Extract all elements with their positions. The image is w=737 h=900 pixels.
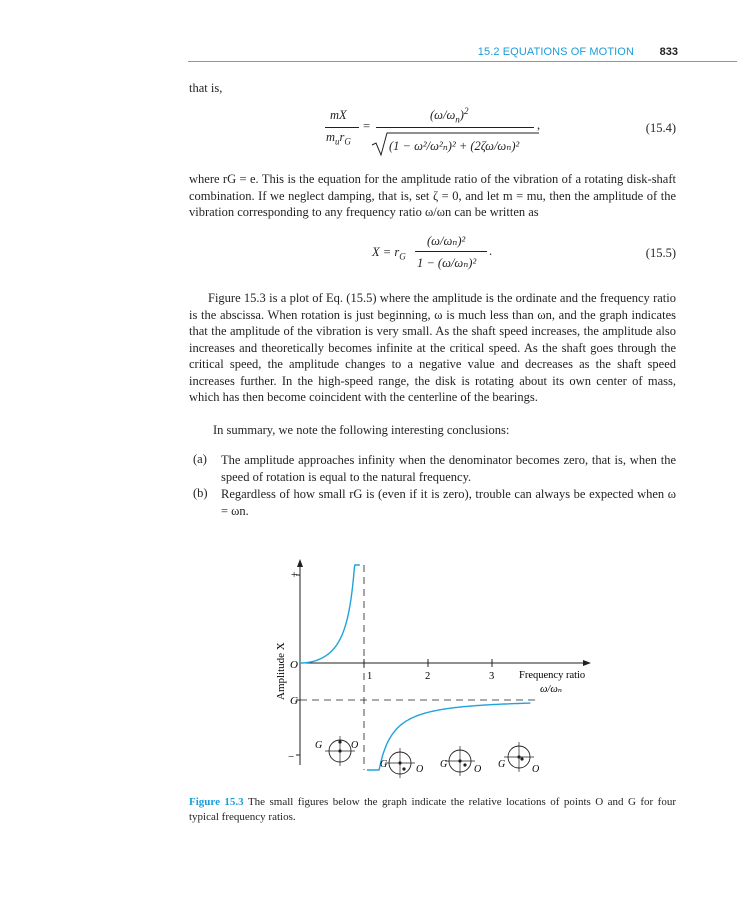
list-item-b-text: Regardless of how small rG is (even if it is zero), trouble can always be expected when ω = ωn. bbox=[221, 487, 676, 518]
minus-label: − bbox=[288, 751, 295, 763]
y-axis-label: Amplitude X bbox=[275, 642, 287, 700]
eq155-numerator: (ω/ωₙ)² bbox=[427, 234, 466, 248]
eq154-lhs-denominator: $m_ur_G$ bbox=[326, 130, 351, 147]
eq154-lhs-numerator: mX bbox=[330, 108, 347, 122]
mini-diagram-4 bbox=[498, 742, 539, 775]
caption-text: The small figures below the graph indicate the relative locations of points O and G for four typical frequency ratios. bbox=[189, 796, 676, 823]
eq155-period: . bbox=[489, 244, 493, 258]
header-rule bbox=[188, 61, 737, 62]
x-tick-label-1: 1 bbox=[367, 671, 373, 682]
eq154-rhs-fraction-bar bbox=[376, 127, 534, 128]
origin-label: O bbox=[290, 659, 298, 671]
plus-label: + bbox=[291, 569, 298, 581]
g-axis-label: G bbox=[290, 695, 298, 707]
list-item-a-text: The amplitude approaches infinity when the denominator becomes zero, that is, when the speed of rotation is equal to the natural frequency. bbox=[221, 453, 676, 484]
x-tick-label-2: 2 bbox=[425, 671, 431, 682]
eq155-denominator: 1 − (ω/ωₙ)² bbox=[417, 256, 477, 270]
svg-text:O: O bbox=[474, 764, 482, 775]
x-axis-unit: ω/ωₙ bbox=[540, 684, 562, 695]
paragraph-1: where rG = e. This is the equation for the amplitude ratio of the vibration of a rotating disk-shaft combination. If we neglect damping, that is, set ζ = 0, and let m = mu, then the amplitude of the vibration corresponding to any frequency ratio ω/ωn can be written as bbox=[189, 172, 676, 219]
mini-diagram-2 bbox=[380, 748, 423, 778]
svg-text:O: O bbox=[416, 764, 424, 775]
x-tick-label-3: 3 bbox=[489, 671, 495, 682]
x-ticks bbox=[364, 659, 494, 682]
eq154-equals: = bbox=[363, 119, 371, 133]
list-item-b-label: (b) bbox=[193, 486, 208, 500]
page-number: 833 bbox=[659, 46, 678, 58]
svg-text:G: G bbox=[315, 740, 323, 751]
eq154-lhs-fraction-bar bbox=[325, 127, 359, 128]
eq154-number: (15.4) bbox=[645, 121, 676, 135]
svg-text:G: G bbox=[440, 759, 448, 770]
caption-label: Figure 15.3 bbox=[189, 796, 244, 808]
eq155-lhs: $X = r_G$ bbox=[372, 245, 406, 262]
svg-text:G: G bbox=[498, 759, 506, 770]
curve-below-critical bbox=[300, 565, 360, 663]
paragraph-2: Figure 15.3 is a plot of Eq. (15.5) where the amplitude is the ordinate and the frequency ratio is the abscissa. When rotation is just beginning, ω is much less than ωn, and the graph indicates that the amplitude of the vibration is very small. As the shaft speed increases, the amplitude also increases and theoretically becomes infinite at the critical speed. As the shaft goes through the critical speed, the amplitude changes to a negative value and decreases as the shaft speed increases further. In the high-speed range, the disk is rotating about its own center of mass, which has then become coincident with the centerline of the bearings. bbox=[189, 291, 676, 404]
intro-text: that is, bbox=[189, 81, 223, 95]
eq155-number: (15.5) bbox=[645, 246, 676, 260]
list-item-a-label: (a) bbox=[193, 452, 207, 466]
x-axis-label: Frequency ratio bbox=[519, 670, 586, 681]
paragraph-3: In summary, we note the following interesting conclusions: bbox=[213, 423, 510, 437]
svg-text:O: O bbox=[351, 740, 359, 751]
figure-15-3 bbox=[0, 555, 737, 785]
svg-text:O: O bbox=[532, 764, 540, 775]
mini-diagram-1 bbox=[315, 736, 358, 766]
figure-caption bbox=[189, 795, 676, 825]
eq154-comma: , bbox=[537, 118, 541, 132]
svg-text:G: G bbox=[380, 759, 388, 770]
running-header-section: 15.2 EQUATIONS OF MOTION bbox=[477, 46, 634, 58]
eq154-rhs-numerator: $(\omega/\omega_n)^2$ bbox=[430, 106, 469, 125]
eq155-fraction-bar bbox=[415, 251, 487, 252]
eq154-rhs-denominator: (1 − ω²/ω²ₙ)² + (2ζω/ωₙ)² bbox=[389, 139, 520, 153]
mini-diagram-3 bbox=[440, 746, 481, 776]
